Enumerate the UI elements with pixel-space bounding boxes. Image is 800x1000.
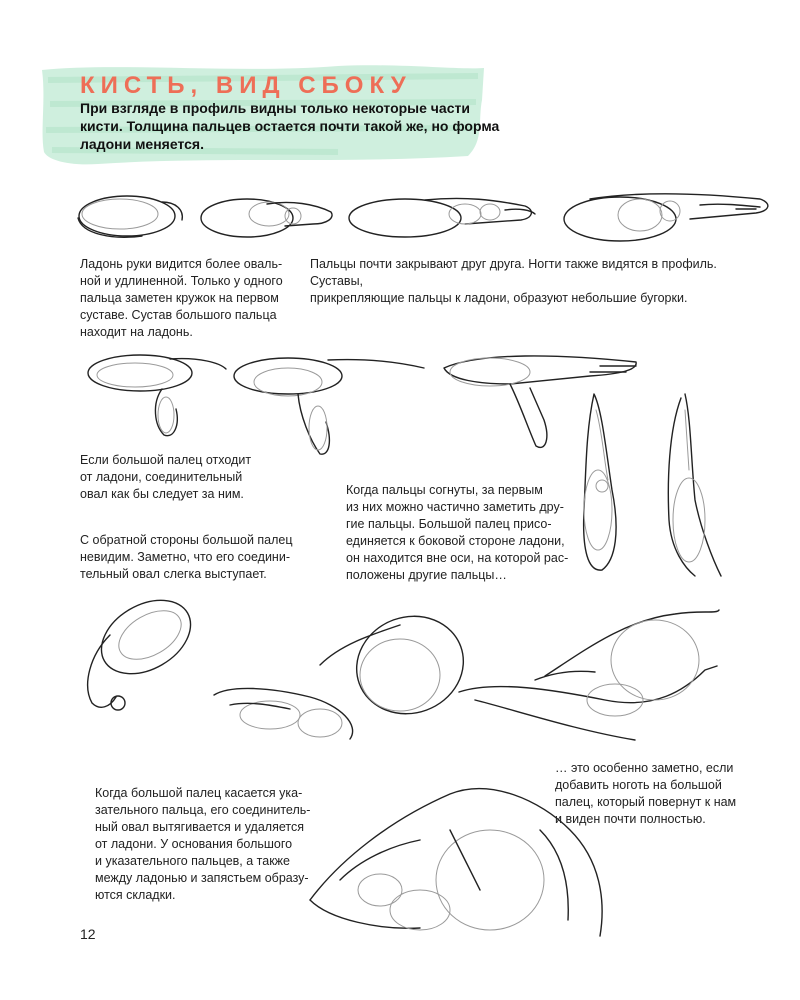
sketch-hand-cupped [210, 605, 470, 750]
sketch-palm-fingers [345, 190, 545, 246]
sketch-hand-open-palm [455, 600, 720, 750]
sketch-thumb-touching-index [300, 770, 610, 940]
sketch-palm-oval [72, 188, 192, 244]
caption-fingers: Пальцы почти закрывают друг друга. Ногти также видятся в профиль. Суставы, прикрепляющие пальцы к ладони, образуют небольшие бугорки. [310, 257, 717, 305]
sketch-palm-thumb [195, 190, 340, 246]
sketch-thumb-oval [80, 585, 210, 720]
sketch-thumb-away-1 [80, 345, 230, 445]
caption-thumb-touch: Когда большой палец касается ука- зательного пальца, его соединитель- ный овал вытягивается и удаляется от ладони. У основания большого и указательного пальцев, а также между ладонью и запястьем образу- ются складки. [95, 786, 311, 902]
caption-bent-fingers: Когда пальцы согнуты, за первым из них можно частично заметить дру- гие пальцы. Большой палец присо- единяется к боковой стороне ладони, он находится вне оси, на которой рас- положены другие пальцы… [346, 483, 569, 582]
caption-thumb-away: Если большой палец отходит от ладони, соединительный овал как бы следует за ним. [80, 453, 252, 501]
sketch-thumb-away-2 [228, 350, 428, 460]
page-title: КИСТЬ, ВИД СБОКУ [80, 72, 412, 99]
sketch-palm-complete [560, 185, 775, 247]
caption-palm: Ладонь руки видится более оваль- ной и удлиненной. Только у одного пальца заметен кружок на первом суставе. Сустав большого пальца находит на ладонь. [80, 257, 283, 339]
caption-thumb-nail: … это особенно заметно, если добавить ноготь на большой палец, который повернут к нам и виден почти полностью. [555, 761, 737, 826]
intro-text: При взгляде в профиль видны только некоторые части кисти. Толщина пальцев остается почти такой же, но форма ладони меняется. [80, 100, 500, 152]
caption-back-side: С обратной стороны большой палец невидим. Заметно, что его соедини- тельный овал слегка выступает. [80, 533, 293, 581]
sketch-hand-upright-2 [655, 390, 725, 580]
page-number: 12 [80, 926, 96, 942]
